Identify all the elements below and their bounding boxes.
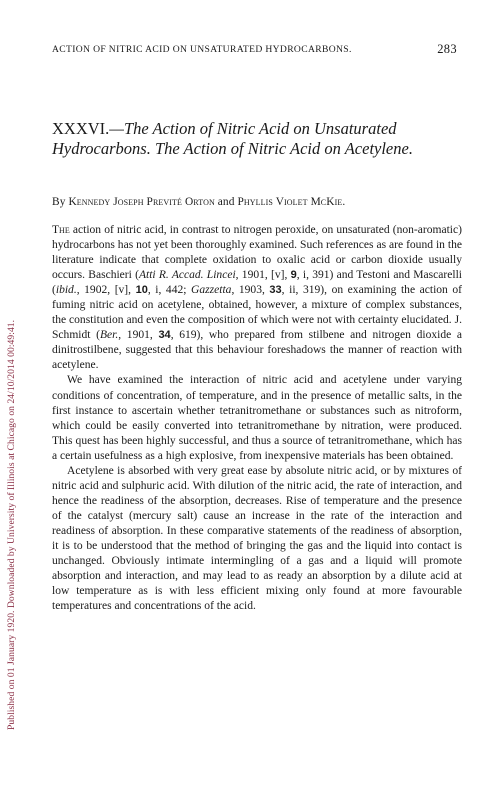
byline-prefix: By	[52, 196, 66, 208]
paragraph-1-text: , 1903,	[231, 284, 270, 297]
paragraph-1-text: , i, 442;	[147, 284, 192, 297]
citation-volume: 9	[290, 269, 297, 282]
running-head-title: ACTION OF NITRIC ACID ON UNSATURATED HYDROCARBONS.	[52, 44, 352, 55]
citation-volume: 10	[135, 284, 148, 297]
article-title-text: —The Action of Nitric Acid on Unsaturated Hydrocarbons. The Action of Nitric Acid on Acetylene.	[52, 119, 413, 158]
paragraph-1-text: , 619), who prepared from stilbene and nitrogen dioxide a dinitrostilbene, suggested that this behaviour foreshadows the manner of reaction with acetylene.	[52, 329, 462, 372]
paragraph-1-text: , i, 391) and Testoni and Mascarelli (	[52, 269, 462, 297]
paragraph-1-text: , ii, 319), on examining the action of fuming nitric acid on acetylene, obtained, however, a mixture of complex substances, the constitution and even the composition of which were not with certainty elucidated. J. Schmidt (	[52, 284, 462, 342]
author-name-2: Phyllis Violet McKie.	[237, 196, 346, 208]
publication-side-note	[5, 30, 19, 730]
side-note-text: Published on 01 January 1920. Downloaded by University of Illinois at Chicago on 24/10/2014 00:49:41.	[6, 319, 17, 730]
page-number: 283	[437, 42, 457, 56]
paragraph-1-text: , 1901,	[118, 329, 159, 342]
citation-volume: 33	[269, 284, 282, 297]
paragraph-1-text: , 1901, [v],	[235, 269, 291, 282]
citation-journal: Ber.	[99, 329, 119, 342]
article-number: XXXVI.	[52, 119, 110, 138]
paragraph-lead-word: The	[52, 224, 70, 236]
article-body	[52, 223, 462, 614]
author-name-1: Kennedy Joseph Previté Orton	[68, 196, 215, 208]
paragraph-3: Acetylene is absorbed with very great ease by absolute nitric acid, or by mixtures of nitric acid and sulphuric acid. With dilution of the nitric acid, the rate of interaction, and hence the readiness of the absorption, decreases. Rise of temperature and the presence of the catalyst (mercury salt) cause an increase in the rate of the interaction and readiness of absorption. In these comparative statements of the readiness of absorption, it is to be understood that the method of bringing the gas and the liquid into contact is unchanged. Obviously intimate intermingling of a gas and a liquid will promote absorption and interaction, and may lead to as ready an absorption by a dilute acid at low temperature as is with less efficient mixing only found at more favourable temperatures and concentrations of the acid.	[52, 464, 462, 613]
citation-journal: ibid.	[55, 284, 77, 297]
paragraph-1-text: action of nitric acid, in contrast to nitrogen peroxide, on unsaturated (non-aromatic) hydrocarbons has not yet been thoroughly examined. Such references as are found in the literature indicate that complete oxidation to oxalic acid or carbon dioxide usually occurs. Baschieri (	[52, 224, 462, 282]
citation-journal: Gazzetta	[191, 284, 232, 297]
paragraph-2: We have examined the interaction of nitric acid and acetylene under varying conditions of concentration, of temperature, and in the presence of metallic salts, in the first instance to ascertain whether tetranitromethane or substances such as nitroform, which could be easily converted into tetranitromethane by nitration, were produced. This quest has been highly successful, and thus a source of tetranitromethane, which has a certain usefulness as a high explosive, from inexpensive materials has been obtained.	[52, 374, 462, 462]
citation-journal: Atti R. Accad. Lincei	[138, 269, 236, 282]
article-title	[52, 119, 452, 158]
author-byline	[52, 196, 462, 208]
byline-conjunction: and	[217, 196, 235, 208]
paragraph-1	[52, 223, 462, 373]
citation-volume: 34	[158, 329, 171, 342]
paragraph-1-text: , 1902, [v],	[76, 284, 136, 297]
